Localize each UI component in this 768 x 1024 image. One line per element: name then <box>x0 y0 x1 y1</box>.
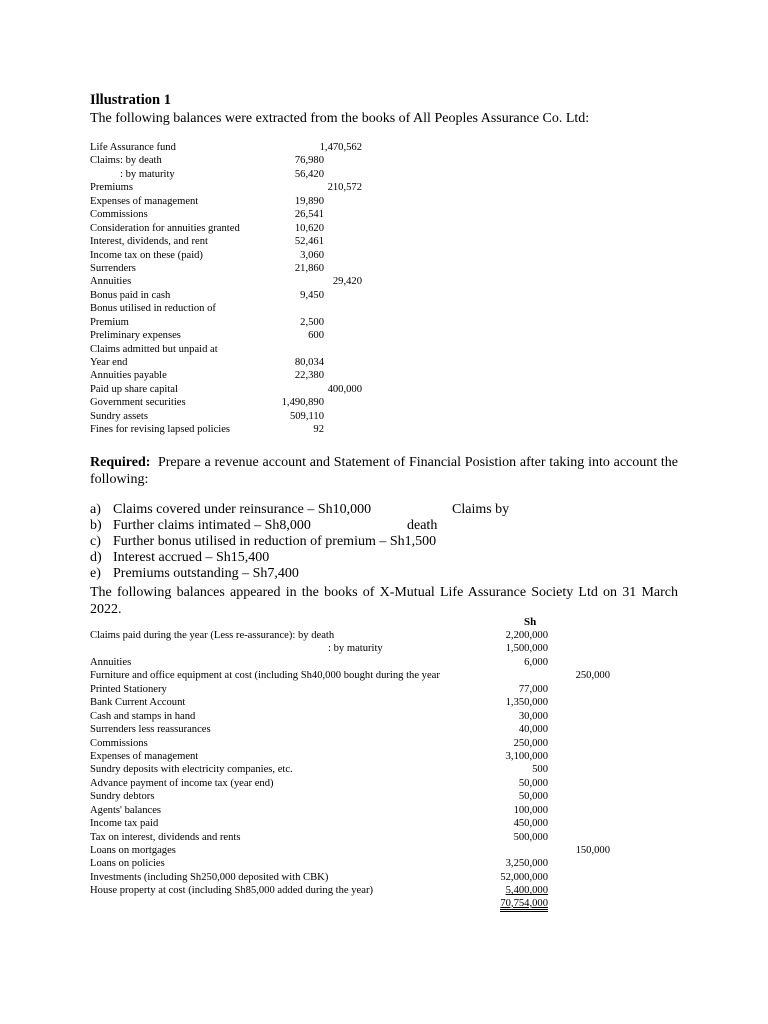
row-label: Investments (including Sh250,000 deposited with CBK) <box>90 871 329 883</box>
table-row <box>90 737 610 750</box>
table-row <box>90 831 610 844</box>
row-debit-value: 3,060 <box>300 249 324 261</box>
row-label: Expenses of management <box>90 750 199 762</box>
table-row <box>90 629 610 642</box>
row-label: Bonus utilised in reduction of <box>90 303 216 315</box>
row-label: Claims paid during the year (Less re-assurance): by death <box>90 630 335 641</box>
table-row <box>90 844 610 857</box>
row-label: Printed Stationery <box>90 683 167 695</box>
table-row <box>90 329 380 342</box>
row-label: Advance payment of income tax (year end) <box>90 777 274 789</box>
row-label: House property at cost (including Sh85,000 added during the year) <box>90 885 374 897</box>
row-credit-value: 29,420 <box>332 276 362 288</box>
row-label: Bank Current Account <box>90 697 186 709</box>
row-label: Fines for revising lapsed policies <box>90 424 231 436</box>
row-debit-value: 80,034 <box>294 357 324 368</box>
required-text: Prepare a revenue account and Statement of Financial Posistion after taking into account the following: <box>90 455 678 487</box>
table-row <box>90 817 610 830</box>
row-label: Surrenders less reassurances <box>90 724 211 736</box>
table-row <box>90 777 610 790</box>
table-row <box>90 356 380 369</box>
row-debit-value: 56,420 <box>294 168 324 180</box>
total-value: 70,754,000 <box>500 898 548 912</box>
table-row <box>90 141 380 154</box>
row-debit-value: 77,000 <box>518 683 548 695</box>
row-debit-value: 2,200,000 <box>505 630 548 641</box>
table-row <box>90 369 380 382</box>
row-label: Bonus paid in cash <box>90 289 171 301</box>
table-row <box>90 898 610 911</box>
row-label: Agents' balances <box>90 804 162 816</box>
list-text: Further claims intimated – Sh8,000 <box>113 518 311 533</box>
death-note: death <box>407 518 438 533</box>
table-row <box>90 222 380 235</box>
table-row <box>90 871 610 884</box>
row-label: Sundry debtors <box>90 791 155 803</box>
row-debit-value: 509,110 <box>289 410 324 422</box>
list-marker: d) <box>90 550 102 565</box>
adjustments-list <box>90 502 436 582</box>
row-label: Preliminary expenses <box>90 330 181 342</box>
row-debit-value: 52,461 <box>294 236 324 248</box>
row-label: Income tax on these (paid) <box>90 249 203 261</box>
table-row <box>90 857 610 870</box>
row-debit-value: 52,000,000 <box>500 871 548 883</box>
balances-table-2 <box>90 629 610 911</box>
row-credit-value: 400,000 <box>327 383 362 395</box>
row-credit-value: 1,470,562 <box>319 142 362 153</box>
row-label: Premium <box>90 316 129 328</box>
table-row <box>90 181 380 194</box>
row-debit-value: 50,000 <box>518 777 548 789</box>
row-label: : by maturity <box>328 643 383 655</box>
row-debit-value: 3,100,000 <box>505 750 548 762</box>
table-row <box>90 696 610 709</box>
row-debit-value: 1,350,000 <box>505 697 548 709</box>
list-item <box>90 534 436 550</box>
list-item <box>90 502 436 518</box>
list-marker: e) <box>90 566 101 581</box>
row-label: Sundry deposits with electricity companies, etc. <box>90 764 293 776</box>
intro2-paragraph: The following balances appeared in the books of X-Mutual Life Assurance Society Ltd on 31 March 2022. <box>90 585 678 617</box>
required-label: Required: <box>90 455 151 470</box>
table-row <box>90 208 380 221</box>
row-label: Claims: by death <box>90 155 162 167</box>
table-row <box>90 410 380 423</box>
row-label: Commissions <box>90 737 148 749</box>
row-label: Life Assurance fund <box>90 142 176 153</box>
row-credit-value: 210,572 <box>327 182 362 194</box>
row-label: Loans on policies <box>90 858 165 870</box>
row-debit-value: 76,980 <box>294 155 324 167</box>
table-row <box>90 669 610 682</box>
table-row <box>90 884 610 897</box>
row-debit-value: 5,400,000 <box>505 885 548 897</box>
list-text: Interest accrued – Sh15,400 <box>113 550 270 565</box>
row-debit-value: 2,500 <box>300 316 324 328</box>
row-label: Annuities <box>90 276 132 288</box>
row-debit-value: 30,000 <box>518 710 548 722</box>
illustration-heading: Illustration 1 <box>90 92 171 108</box>
row-label: Consideration for annuities granted <box>90 222 240 234</box>
balances-table-1 <box>90 141 380 437</box>
table-row <box>90 710 610 723</box>
row-label: Interest, dividends, and rent <box>90 236 208 248</box>
row-debit-value: 250,000 <box>513 737 548 749</box>
row-label: Claims admitted but unpaid at <box>90 343 218 355</box>
row-label: Government securities <box>90 397 186 409</box>
row-label: Commissions <box>90 209 148 221</box>
table-row <box>90 750 610 763</box>
row-label: Furniture and office equipment at cost (including Sh40,000 bought during the year <box>90 670 440 682</box>
row-debit-value: 6,000 <box>524 656 548 668</box>
row-debit-value: 40,000 <box>518 724 548 736</box>
table-row <box>90 383 380 396</box>
table-row <box>90 790 610 803</box>
table-row <box>90 804 610 817</box>
row-label: Annuities payable <box>90 370 167 382</box>
row-debit-value: 10,620 <box>294 222 324 234</box>
row-debit-value: 100,000 <box>513 804 548 816</box>
table-row <box>90 302 380 315</box>
row-label: Income tax paid <box>90 818 159 830</box>
row-debit-value: 92 <box>313 424 324 436</box>
required-paragraph <box>90 454 678 488</box>
table-row <box>90 316 380 329</box>
row-debit-value: 21,860 <box>294 262 324 274</box>
list-marker: c) <box>90 534 101 549</box>
table-row <box>90 396 380 409</box>
table-row <box>90 423 380 436</box>
list-item <box>90 518 436 534</box>
row-label: Cash and stamps in hand <box>90 710 196 722</box>
row-credit-value: 250,000 <box>575 670 610 682</box>
row-label: Loans on mortgages <box>90 845 176 856</box>
table-row <box>90 249 380 262</box>
list-text: Further bonus utilised in reduction of premium – Sh1,500 <box>113 534 437 549</box>
list-text: Premiums outstanding – Sh7,400 <box>113 566 299 581</box>
list-item <box>90 566 436 582</box>
table-row <box>90 656 610 669</box>
table-row <box>90 262 380 275</box>
row-label: Annuities <box>90 656 132 668</box>
row-label: : by maturity <box>120 168 175 180</box>
row-debit-value: 1,500,000 <box>505 643 548 655</box>
table-row <box>90 235 380 248</box>
row-label: Year end <box>90 357 128 368</box>
row-debit-value: 500 <box>532 764 548 776</box>
table-row <box>90 763 610 776</box>
list-marker: b) <box>90 518 102 533</box>
row-debit-value: 26,541 <box>294 209 324 221</box>
list-text: Claims covered under reinsurance – Sh10,000 <box>113 502 372 517</box>
table-row <box>90 275 380 288</box>
row-debit-value: 9,450 <box>300 289 324 301</box>
table-row <box>90 642 610 655</box>
sh-column-header: Sh <box>524 616 537 628</box>
row-label: Tax on interest, dividends and rents <box>90 831 241 843</box>
row-label: Expenses of management <box>90 195 199 207</box>
row-label: Sundry assets <box>90 410 148 422</box>
row-label: Premiums <box>90 182 133 194</box>
intro-paragraph: The following balances were extracted from the books of All Peoples Assurance Co. Ltd: <box>90 111 590 126</box>
table-row <box>90 168 380 181</box>
table-row <box>90 289 380 302</box>
table-row <box>90 154 380 167</box>
row-label: Surrenders <box>90 262 136 274</box>
row-debit-value: 50,000 <box>518 791 548 803</box>
row-debit-value: 1,490,890 <box>281 397 324 409</box>
list-marker: a) <box>90 502 101 517</box>
row-debit-value: 600 <box>308 330 324 342</box>
row-label: Paid up share capital <box>90 383 178 395</box>
table-row <box>90 723 610 736</box>
list-item <box>90 550 436 566</box>
table-row <box>90 343 380 356</box>
table-row <box>90 683 610 696</box>
row-credit-value: 150,000 <box>575 845 610 856</box>
row-debit-value: 450,000 <box>513 818 548 830</box>
claims-by-note: Claims by <box>452 502 510 517</box>
row-debit-value: 3,250,000 <box>505 858 548 870</box>
row-debit-value: 22,380 <box>294 370 324 382</box>
row-debit-value: 19,890 <box>294 195 324 207</box>
table-row <box>90 195 380 208</box>
row-debit-value: 500,000 <box>513 831 548 843</box>
